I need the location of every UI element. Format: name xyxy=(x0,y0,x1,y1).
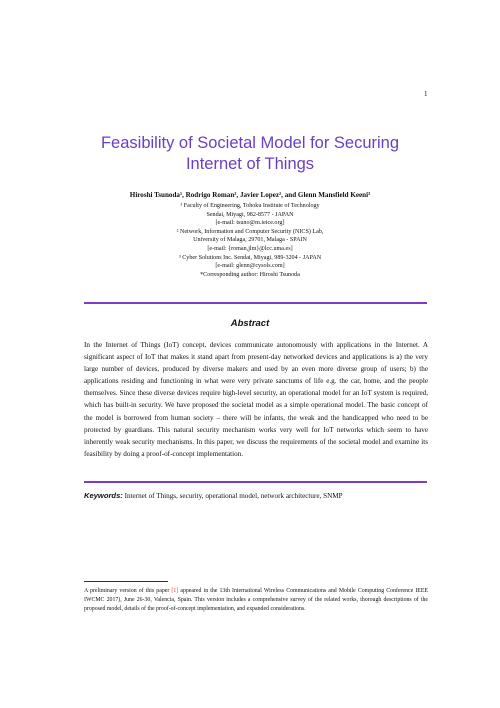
affiliation-email: [e-mail: tsuno@m.ieice.org] xyxy=(215,220,285,227)
keywords-text: Internet of Things, security, operational model, network architecture, SNMP xyxy=(124,492,343,500)
keywords-divider xyxy=(84,481,427,483)
affiliation-email: [e-mail: {roman,jlm}@lcc.uma.es] xyxy=(207,245,293,252)
footnote-text-start: A preliminary version of this paper xyxy=(84,588,172,594)
keywords-section xyxy=(84,491,428,500)
abstract-heading: Abstract xyxy=(230,318,270,329)
corresponding-author: *Corresponding author: Hiroshi Tsunoda xyxy=(200,271,300,278)
page-number: 1 xyxy=(424,90,428,98)
citation-link[interactable]: [1] xyxy=(171,588,179,594)
paper-title-line-2: Internet of Things xyxy=(185,155,315,173)
footnote xyxy=(84,587,428,614)
paper-title-line-1: Feasibility of Societal Model for Securing xyxy=(100,134,400,152)
affiliation-line: University of Malaga, 29701, Malaga - SPAIN xyxy=(193,237,307,244)
affiliation-block xyxy=(0,202,500,279)
top-divider xyxy=(84,302,427,304)
affiliation-line: Sendai, Miyagi, 982-8577 - JAPAN xyxy=(206,211,294,218)
footnote-text-end: appeared in the 13th International Wireless Communications and Mobile Computing Conference IEEE IWCMC 2017), June 26-30, Valencia, Spain. This version includes a comprehensive survey of the related works, thorough descriptions of the proposed model, details of the proof-of-concept implementation, and expanded considerations. xyxy=(84,588,428,612)
abstract-body: In the Internet of Things (IoT) concept, devices communicate autonomously with applications in the Internet. A significant aspect of IoT that makes it stand apart from present-day networked devices and applications is a) the very large number of devices, produced by diverse makers and used by an even more diverse group of users; b) the applications residing and functioning in what were very private sanctums of life e.g. the car, home, and the people themselves. Since these diverse devices require high-level security, an operational model for an IoT system is required, which has built-in security. We have proposed the societal model as a simple operational model. The basic concept of the model is borrowed from human society – there will be infants, the weak and the handicapped who need to be protected by guardians. This natural security mechanism works very well for IoT networks which seem to have inherently weak security mechanisms. In this paper, we discuss the requirements of the societal model and examine its feasibility by doing a proof-of-concept implementation. xyxy=(84,341,428,458)
affiliation-line: ¹ Faculty of Engineering, Tohoku Institute of Technology xyxy=(180,203,320,209)
affiliation-email: [e-mail: glenn@cysols.com] xyxy=(215,263,285,270)
affiliation-line: ² Network, Information and Computer Security (NICS) Lab, xyxy=(176,228,324,235)
affiliation-line: ³ Cyber Solutions Inc. Sendai, Miyagi, 989-3204 - JAPAN xyxy=(178,254,322,261)
keywords-label: Keywords: xyxy=(84,491,123,500)
paper-title xyxy=(0,133,500,175)
footnote-divider xyxy=(84,581,168,582)
author-list: Hiroshi Tsunoda¹, Rodrigo Roman², Javier Lopez², and Glenn Mansfield Keeni³ xyxy=(129,191,371,199)
